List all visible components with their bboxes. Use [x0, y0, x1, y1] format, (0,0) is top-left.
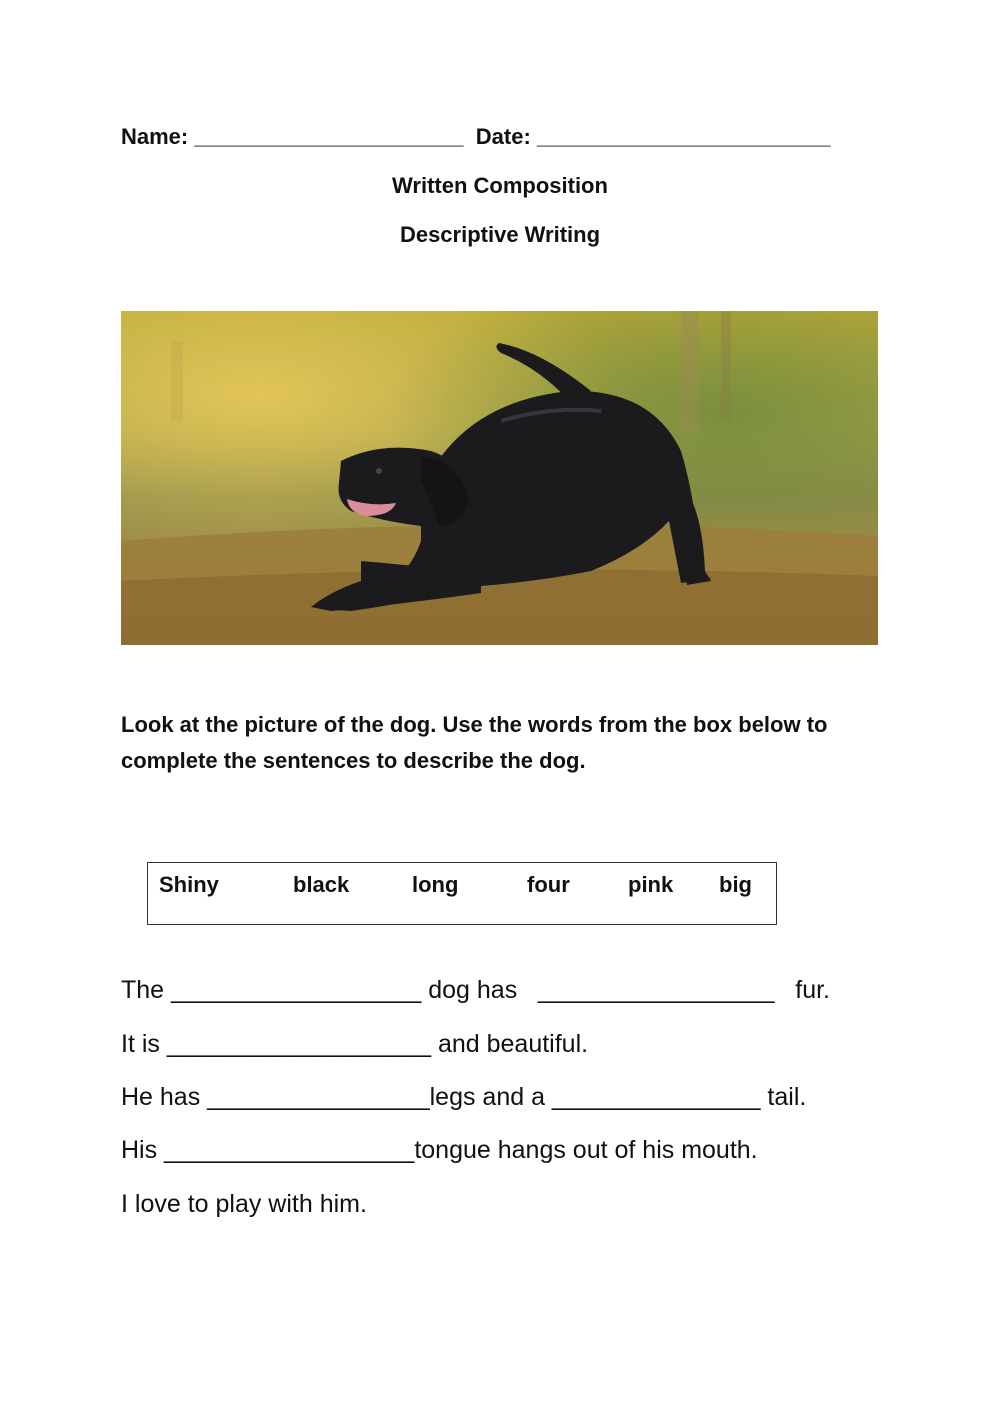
word-bank-box: [147, 862, 777, 925]
word-bank-item: big: [719, 872, 752, 897]
page-subtitle: Descriptive Writing: [399, 222, 601, 247]
word-bank-item: black: [293, 872, 350, 897]
page-title: Written Composition: [392, 173, 608, 198]
word-bank-item: pink: [628, 872, 674, 897]
sentence-1: The __________________ dog has _________________ fur.: [121, 976, 830, 1004]
sentence-4: His __________________tongue hangs out of his mouth.: [121, 1136, 758, 1164]
sentence-2: It is ___________________ and beautiful.: [121, 1030, 589, 1058]
instructions-text: Look at the picture of the dog. Use the words from the box below to complete the sentences to describe the dog.: [121, 712, 828, 773]
word-bank-item: long: [412, 872, 459, 897]
sentence-3: He has ________________legs and a _______________ tail.: [121, 1083, 807, 1111]
name-date-line: Name: ______________________ Date: ________________________: [121, 124, 831, 149]
dog-photo: [121, 311, 878, 645]
word-bank-item: Shiny: [159, 872, 219, 897]
sentence-5: I love to play with him.: [121, 1190, 367, 1218]
word-bank-item: four: [527, 872, 570, 897]
dog-illustration: [121, 311, 878, 645]
